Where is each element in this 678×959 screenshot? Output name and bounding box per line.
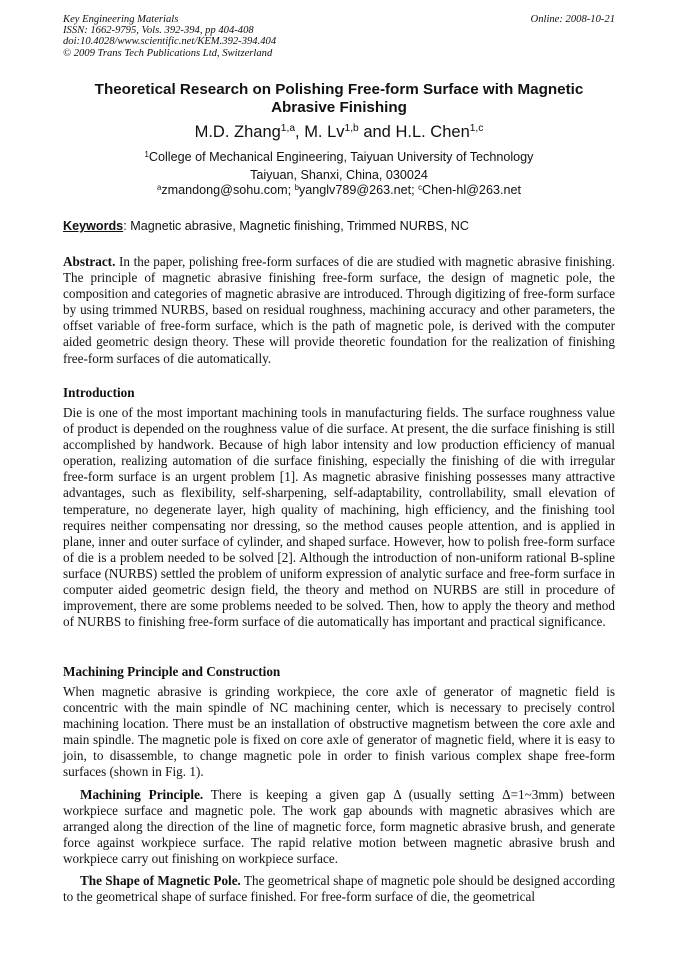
author-sup: 1,b bbox=[344, 123, 359, 135]
author-sup: 1,a bbox=[280, 123, 296, 135]
copyright: © 2009 Trans Tech Publications Ltd, Switzerland bbox=[63, 47, 273, 59]
online-date: Online: 2008-10-21 bbox=[530, 14, 615, 25]
abstract-label: Abstract. bbox=[63, 254, 116, 269]
affiliation-sup: 1 bbox=[144, 149, 149, 159]
pole-shape-label: The Shape of Magnetic Pole. bbox=[80, 873, 241, 889]
affiliation-line2: Taiyuan, Shanxi, China, 030024 bbox=[250, 168, 428, 182]
machining-body bbox=[63, 684, 615, 905]
introduction-heading: Introduction bbox=[63, 385, 135, 400]
author-sep: and bbox=[358, 123, 396, 141]
keywords bbox=[63, 219, 615, 233]
pole-shape-paragraph bbox=[63, 873, 615, 905]
author-name: M. Lv bbox=[304, 123, 345, 141]
paper-title: Theoretical Research on Polishing Free-form Surface with Magnetic Abrasive Finishing bbox=[94, 81, 584, 116]
affiliation bbox=[63, 149, 615, 183]
abstract bbox=[63, 254, 615, 367]
keywords-label: Keywords bbox=[63, 219, 124, 233]
introduction-body bbox=[63, 405, 615, 630]
journal-header bbox=[63, 14, 615, 59]
authors bbox=[63, 123, 615, 142]
doi: doi:10.4028/www.scientific.net/KEM.392-394.404 bbox=[63, 36, 277, 48]
author-sep: , bbox=[295, 123, 305, 141]
author-name: M.D. Zhang bbox=[194, 123, 281, 141]
email-sup: b bbox=[294, 182, 299, 192]
journal-name: Key Engineering Materials bbox=[63, 14, 179, 25]
machining-principle-text: There is keeping a given gap Δ (usually setting Δ=1~3mm) between workpiece surface and magnetic pole. The work gap abounds with magnetic abrasives which are arranged along the direction of the line of magnetic force, form magnetic abrasive brush, and generate force against workpiece surface. The rapid relative motion between magnetic abrasive brush and workpiece carry out finishing on workpiece surface. bbox=[63, 786, 615, 866]
abstract-text: In the paper, polishing free-form surfaces of die are studied with magnetic abrasive finishing. The principle of magnetic abrasive finishing free-form surface, the design of magnetic pole, the composition and categories of magnetic abrasive are introduced. Through digitizing of free-form surface by using trimmed NURBS, based on residual roughness, machining accuracy and other parameters, the offset variable of free-form surface, which is the path of magnetic pole, is derived with the computer aided geometric design theory. These will provide theoretic foundation for the realization of finishing free-form surfaces of die automatically. bbox=[63, 254, 615, 366]
affiliation-line1: College of Mechanical Engineering, Taiyuan University of Technology bbox=[148, 150, 534, 164]
email-sup: a bbox=[157, 182, 162, 192]
keywords-text: : Magnetic abrasive, Magnetic finishing, Trimmed NURBS, NC bbox=[123, 219, 469, 233]
machining-text: When magnetic abrasive is grinding workpiece, the core axle of generator of magnetic field is concentric with the main spindle of NC machining center, which is necessary to precisely control machining location. There must be an installation of obstructive magnetism between the core axle and main spindle. The magnetic pole is fixed on core axle of generator of magnetic field, where it is easy to join, to disassemble, to change magnetic pole in order to finish various complex shape free-form surfaces (shown in Fig. 1). bbox=[63, 684, 615, 780]
email: Chen-hl@263.net bbox=[422, 183, 521, 197]
machining-principle-paragraph bbox=[63, 787, 615, 867]
author-sup: 1,c bbox=[469, 123, 484, 135]
machining-heading: Machining Principle and Construction bbox=[63, 664, 281, 679]
issn: ISSN: 1662-9795, Vols. 392-394, pp 404-408 bbox=[63, 25, 254, 37]
introduction-text: Die is one of the most important machining tools in manufacturing fields. The surface roughness value of product is depended on the roughness value of die surface. At present, the die surface finishing is still accomplished by handwork. Because of high labor intensity and low production efficiency of manual operation, realizing automation of die surface finishing, especially the finishing of die with irregular free-form surface is an urgent problem [1]. As magnetic abrasive finishing possesses many attractive advantages, such as flexibility, self-sharpening, self-adaptability, controllability, small elevation of temperature, no degenerate layer, high quality of machining, high efficiency, and the finishing tool requires neither compensating nor dressing, so the method causes people attention, and is applied in plane, inner and outer surface of cylinder, and shaped surface. However, how to polish free-form surface of die is a problem needed to be solved [2]. Although the introduction of non-uniform rational B-spline surface (NURBS) settled the problem of uniform expression of analytic surface and free-form surface in computer aided geometric design field, the theory and method on NURBS are still in procedure of improvement, there are some problems needed to be solved. Then, how to apply the theory and method of NURBS to finishing free-form surface of die automatically has important and practical significance. bbox=[63, 405, 615, 630]
emails bbox=[63, 183, 615, 197]
email-sup: c bbox=[418, 182, 423, 192]
email: yanglv789@263.net; bbox=[298, 183, 419, 197]
email: zmandong@sohu.com; bbox=[161, 183, 295, 197]
pole-shape-text: The geometrical shape of magnetic pole should be designed according to the geometrical shape of surface finished. For free-form surface of die, the geometrical bbox=[63, 873, 615, 905]
author-name: H.L. Chen bbox=[395, 123, 470, 141]
machining-principle-label: Machining Principle. bbox=[80, 786, 204, 802]
